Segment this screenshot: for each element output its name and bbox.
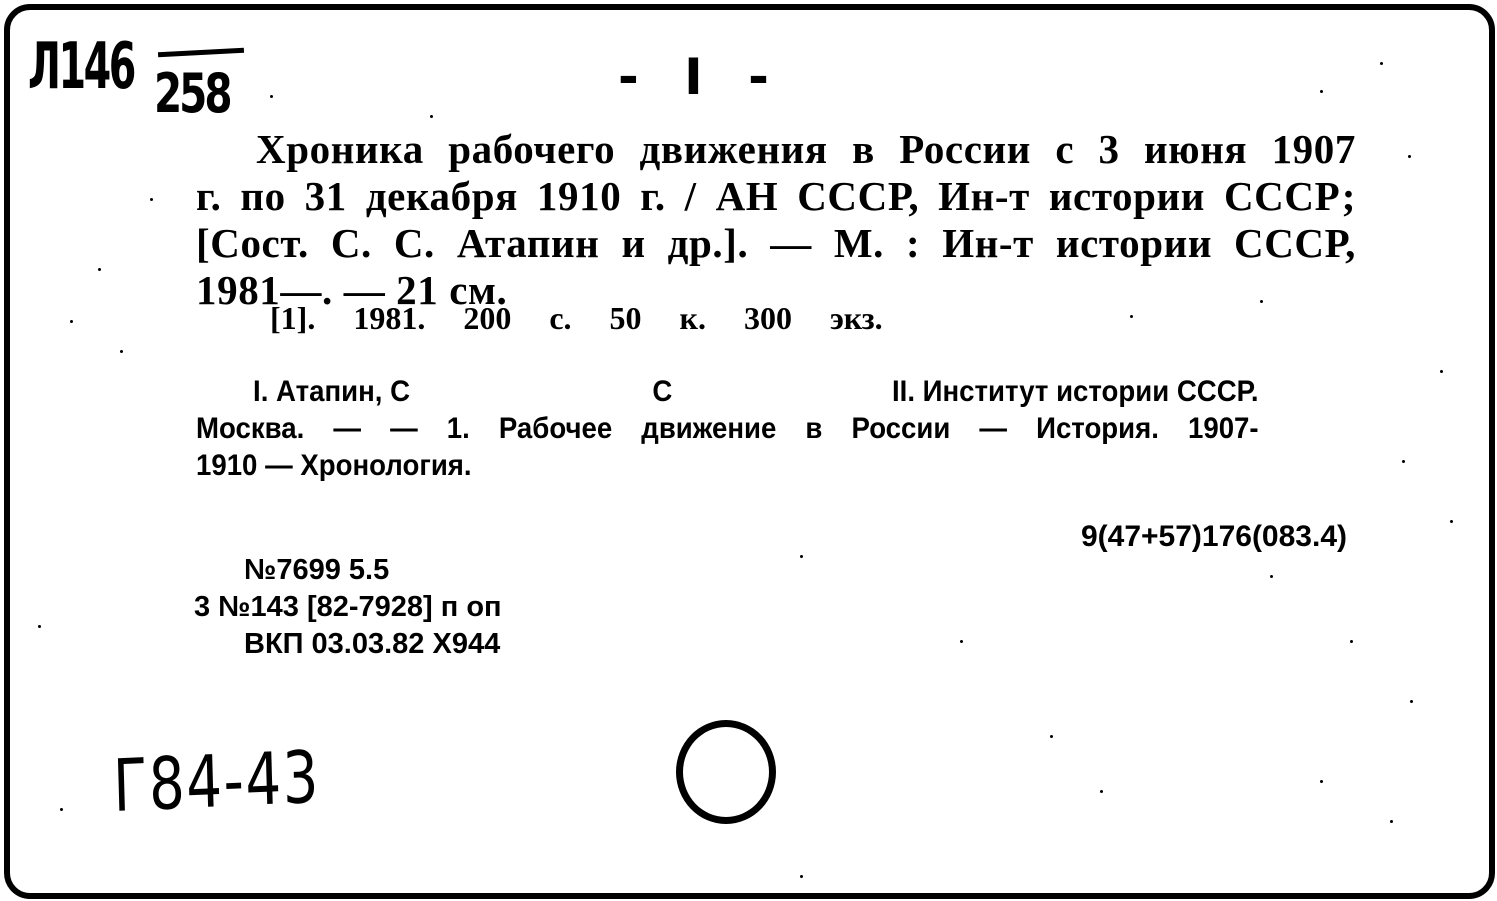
punch-hole — [676, 720, 776, 824]
speck — [1130, 315, 1133, 318]
speck — [270, 95, 273, 98]
handwritten-call-number: Г84-43 — [112, 734, 321, 828]
tracing-author: I. Атапин, С — [253, 375, 411, 408]
fraction-denominator: 258 — [154, 62, 230, 125]
handwritten-shelfmark: Л146 — [28, 30, 134, 104]
page-number: - I - — [618, 48, 783, 106]
title-line-2: г. по 31 декабря 1910 г. / АН СССР, Ин-т истории СССР; — [196, 173, 1356, 219]
classification-code: 9(47+57)176(083.4) — [1080, 520, 1347, 553]
speck — [1050, 735, 1053, 738]
speck — [70, 320, 73, 323]
tracing-line-1 — [196, 373, 1259, 410]
speck — [1410, 700, 1413, 703]
speck — [430, 115, 433, 118]
speck — [38, 625, 41, 628]
speck — [960, 640, 963, 643]
speck — [1440, 370, 1443, 373]
service-notes — [190, 552, 502, 663]
speck — [800, 555, 803, 558]
title-line-3: [Сост. С. С. Атапин и др.]. — М. : Ин-т истории СССР, — [196, 220, 1356, 266]
issue-line: [1]. 1981. 200 с. 50 к. 300 экз. — [270, 300, 883, 336]
speck — [1350, 640, 1353, 643]
title-line-4: 1981—. — 21 см. — [196, 267, 508, 313]
speck — [1408, 155, 1411, 158]
speck — [1100, 790, 1103, 793]
tracing-institution: II. Институт истории СССР. — [891, 375, 1259, 408]
speck — [1270, 575, 1273, 578]
speck — [1260, 300, 1263, 303]
speck — [1402, 460, 1405, 463]
speck — [1380, 62, 1383, 65]
tracing-line-2: Москва. — — 1. Рабочее движение в России — История. 1907- — [196, 412, 1259, 445]
speck — [120, 350, 123, 353]
fraction-bar — [158, 48, 244, 57]
bibliographic-entry — [196, 126, 1356, 314]
tracing-line-3: 1910 — Хронология. — [196, 449, 472, 482]
speck — [1320, 780, 1323, 783]
speck — [1320, 90, 1323, 93]
speck — [1450, 520, 1453, 523]
service-note-3: ВКП 03.03.82 Х944 — [244, 628, 501, 660]
speck — [98, 268, 101, 271]
tracing-initial: С — [652, 375, 673, 408]
service-note-2: 3 №143 [82-7928] п оп — [194, 591, 502, 623]
speck — [1390, 820, 1393, 823]
tracings — [196, 373, 1259, 484]
title-line-1: Хроника рабочего движения в России с 3 июня 1907 — [256, 126, 1356, 172]
speck — [800, 875, 803, 878]
speck — [150, 198, 153, 201]
service-note-1: №7699 5.5 — [244, 554, 390, 586]
speck — [60, 808, 63, 811]
handwritten-fraction — [150, 42, 250, 132]
